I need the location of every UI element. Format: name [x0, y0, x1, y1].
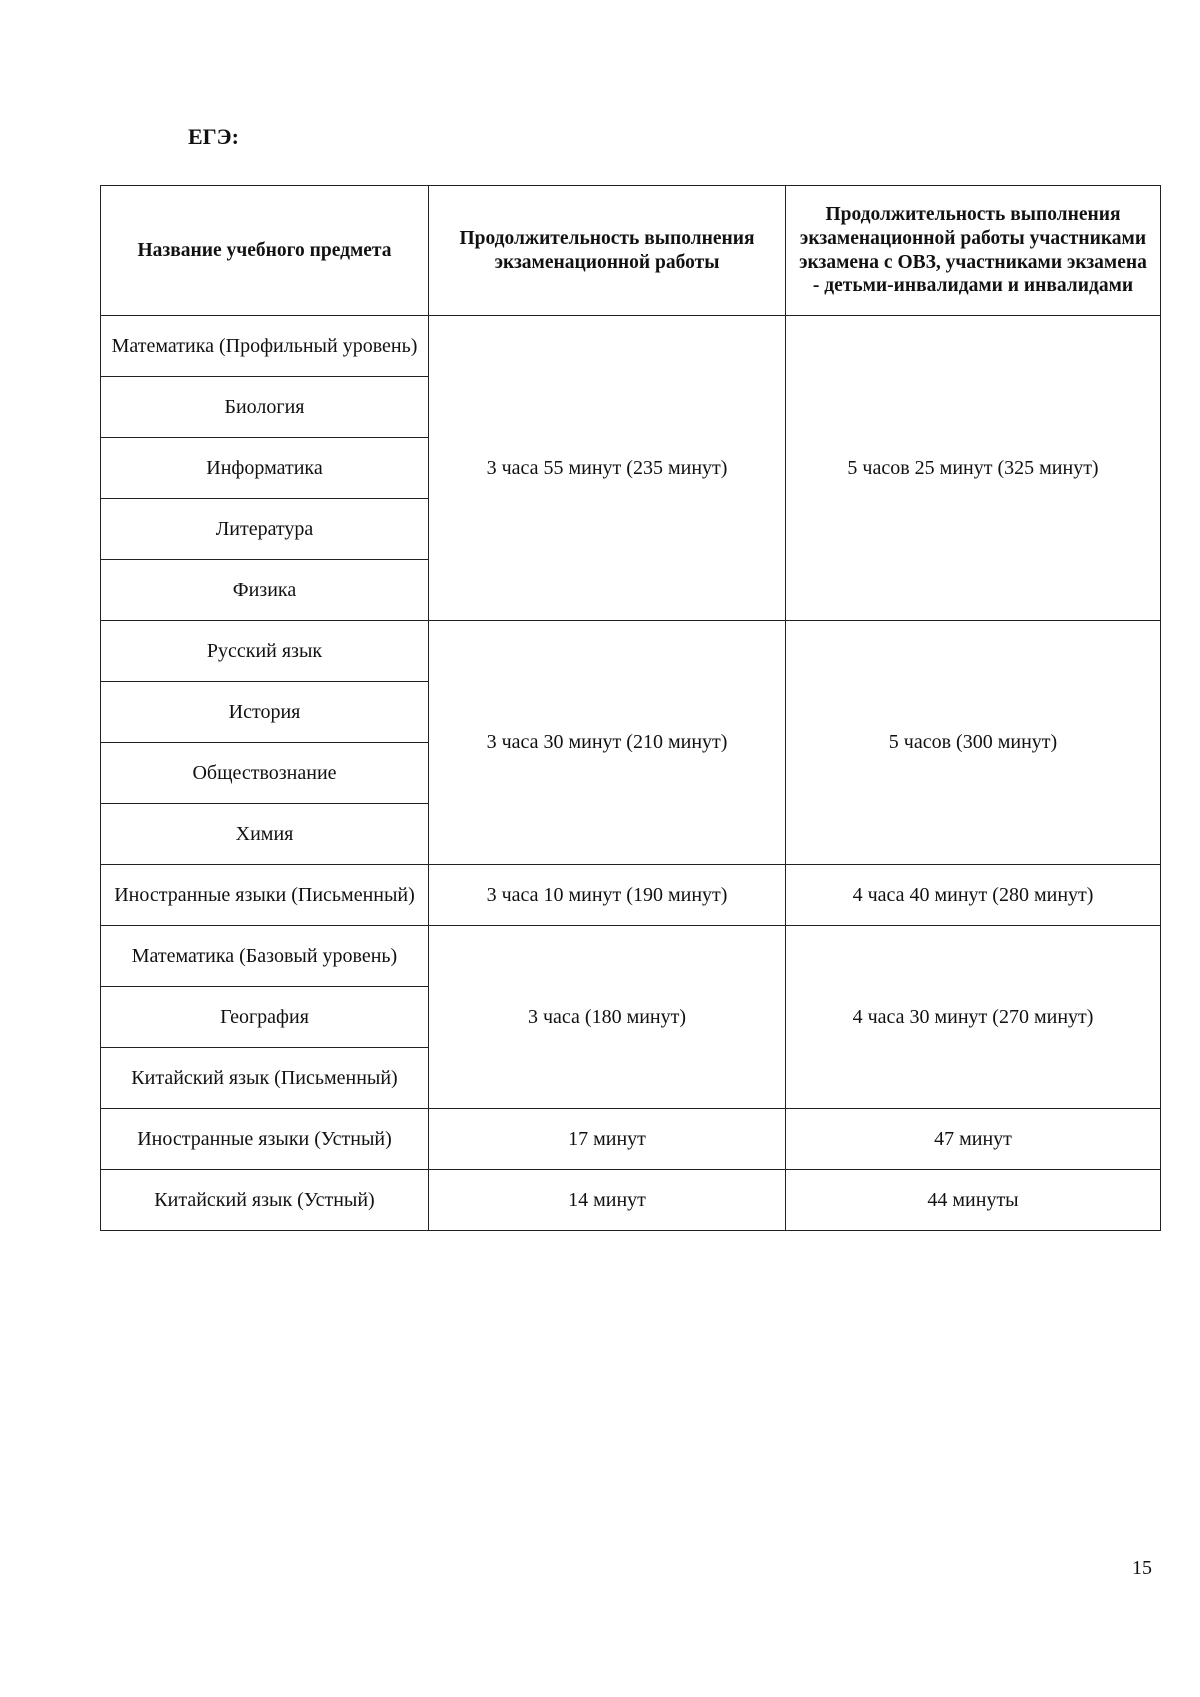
table-row [101, 1170, 1161, 1231]
duration-cell: 3 часа 10 минут (190 минут) [429, 865, 786, 926]
page-number: 15 [1132, 1557, 1152, 1579]
subject-cell: Физика [101, 560, 429, 621]
subject-cell: Русский язык [101, 621, 429, 682]
duration-ovz-cell: 44 минуты [786, 1170, 1161, 1231]
subject-cell: Биология [101, 377, 429, 438]
column-header-duration: Продолжительность выполнения экзаменационной работы [429, 186, 786, 316]
table-row [101, 1109, 1161, 1170]
subject-cell: Иностранные языки (Письменный) [101, 865, 429, 926]
column-header-duration-ovz: Продолжительность выполнения экзаменационной работы участниками экзамена с ОВЗ, участниками экзамена - детьми-инвалидами и инвалидами [786, 186, 1161, 316]
subject-cell: Литература [101, 499, 429, 560]
table-row [101, 621, 1161, 682]
duration-cell: 14 минут [429, 1170, 786, 1231]
subject-cell: Математика (Профильный уровень) [101, 316, 429, 377]
duration-ovz-cell: 4 часа 40 минут (280 минут) [786, 865, 1161, 926]
subject-cell: Математика (Базовый уровень) [101, 926, 429, 987]
subject-cell: Иностранные языки (Устный) [101, 1109, 429, 1170]
subject-cell: Информатика [101, 438, 429, 499]
subject-cell: Китайский язык (Письменный) [101, 1048, 429, 1109]
subject-cell: Химия [101, 804, 429, 865]
duration-cell: 3 часа (180 минут) [429, 926, 786, 1109]
subject-cell: Обществознание [101, 743, 429, 804]
subject-cell: История [101, 682, 429, 743]
exam-duration-table [100, 185, 1161, 1231]
duration-ovz-cell: 5 часов 25 минут (325 минут) [786, 316, 1161, 621]
table-header-row [101, 186, 1161, 316]
duration-ovz-cell: 47 минут [786, 1109, 1161, 1170]
duration-ovz-cell: 4 часа 30 минут (270 минут) [786, 926, 1161, 1109]
section-heading: ЕГЭ: [188, 124, 239, 149]
table-row [101, 316, 1161, 377]
duration-cell: 3 часа 30 минут (210 минут) [429, 621, 786, 865]
table-row [101, 865, 1161, 926]
duration-ovz-cell: 5 часов (300 минут) [786, 621, 1161, 865]
table-row [101, 926, 1161, 987]
subject-cell: География [101, 987, 429, 1048]
duration-cell: 17 минут [429, 1109, 786, 1170]
subject-cell: Китайский язык (Устный) [101, 1170, 429, 1231]
duration-cell: 3 часа 55 минут (235 минут) [429, 316, 786, 621]
column-header-subject: Название учебного предмета [101, 186, 429, 316]
